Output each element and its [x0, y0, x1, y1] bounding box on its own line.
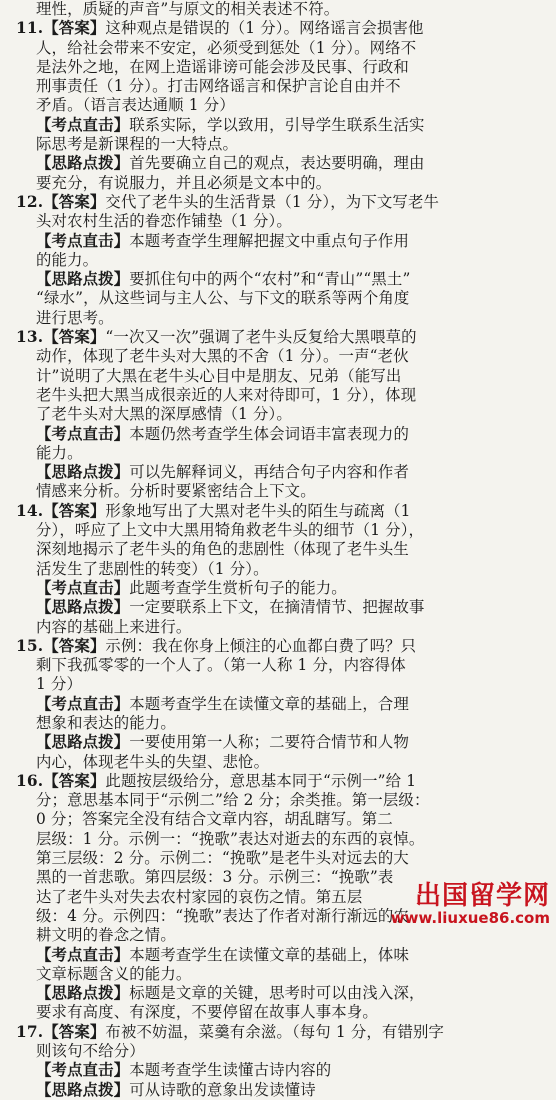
line-text: 级：4 分。示例四：“挽歌”表达了作者对渐行渐远的农: [36, 906, 409, 925]
line-text: 内容的基础上来进行。: [36, 617, 192, 636]
section-tag: 【思路点拨】: [36, 598, 130, 617]
text-line: [16, 58, 548, 77]
text-line: [16, 675, 548, 694]
line-text: 本题考查学生理解把握文中重点句子作用: [129, 231, 409, 250]
question-number: 11.: [16, 19, 44, 38]
line-text: 一定要联系上下文，在摘清情节、把握故事: [129, 598, 425, 617]
text-line: [16, 174, 548, 193]
text-line: [16, 1003, 548, 1022]
section-tag: 【思路点拨】: [36, 984, 130, 1003]
line-text: 人，给社会带来不安定，必须受到惩处（1 分）。网络不: [36, 38, 417, 57]
line-text: 分），呼应了上文中大黑用犄角救老牛头的细节（1 分），: [36, 521, 425, 540]
text-line: [16, 328, 548, 347]
section-tag: 【考点直击】: [36, 694, 130, 713]
line-text: 本题考查学生在读懂文章的基础上，体味: [129, 945, 409, 964]
line-text: 布被不妨温，菜羹有余滋。（每句 1 分，有错别字: [105, 1022, 445, 1041]
text-line: [16, 1081, 548, 1100]
line-text: 本题仍然考查学生体会词语丰富表现力的: [129, 424, 409, 443]
question-number: 14.: [16, 501, 44, 520]
text-line: [16, 444, 548, 463]
line-text: 矛盾。（语言表达通顺 1 分）: [36, 96, 235, 115]
line-text: 这种观点是错误的（1 分）。网络谣言会损害他: [105, 19, 424, 38]
line-text: 能力。: [36, 443, 83, 462]
text-line: [16, 347, 548, 366]
text-line: [16, 637, 548, 656]
section-tag: 【答案】: [43, 1022, 106, 1041]
text-line: [16, 579, 548, 598]
text-line: [16, 1061, 548, 1080]
line-text: 计”说明了大黑在老牛头心目中是朋友、兄弟（能写出: [36, 366, 402, 385]
line-text: 标题是文章的关键，思考时可以由浅入深，: [129, 984, 425, 1003]
line-text: 进行思考。: [36, 308, 114, 327]
line-text: 理性，质疑的声音”与原文的相关表述不符。: [36, 0, 340, 18]
line-text: 际思考是新课程的一大特点。: [36, 135, 239, 154]
line-text: 本题考查学生读懂古诗内容的: [129, 1061, 332, 1080]
line-text: 此题按层级给分，意思基本同于“示例一”给 1: [105, 771, 417, 790]
line-text: 要求有高度、有深度，不要停留在故事人事本身。: [36, 1003, 378, 1022]
line-text: 想象和表达的能力。: [36, 713, 176, 732]
line-text: 示例：我在你身上倾注的心血都白费了吗？只: [105, 636, 417, 655]
text-line: [16, 791, 548, 810]
text-line: [16, 810, 548, 829]
watermark-title: 出国留学网: [414, 881, 550, 911]
text-line: [16, 154, 548, 173]
line-text: 0 分；答案完全没有结合文章内容，胡乱瞎写。第二: [36, 810, 393, 829]
text-line: [16, 521, 548, 540]
text-line: [16, 753, 548, 772]
site-watermark: [391, 882, 550, 926]
line-text: 形象地写出了大黑对老牛头的陌生与疏离（1: [105, 501, 411, 520]
line-text: 首先要确立自己的观点，表达要明确，理由: [129, 154, 425, 173]
text-line: [16, 946, 548, 965]
text-line: [16, 289, 548, 308]
question-number: 17.: [16, 1022, 44, 1041]
section-tag: 【考点直击】: [36, 115, 130, 134]
line-text: 要充分，有说服力，并且必须是文本中的。: [36, 173, 332, 192]
line-text: 黑的一首悲歌。第四层级：3 分。示例三：“挽歌”表: [36, 868, 394, 887]
text-line: [16, 540, 548, 559]
text-line: [16, 425, 548, 444]
text-line: [16, 96, 548, 115]
section-tag: 【答案】: [43, 501, 106, 520]
line-text: 此题考查学生赏析句子的能力。: [129, 578, 347, 597]
section-tag: 【考点直击】: [36, 1061, 130, 1080]
section-tag: 【思路点拨】: [36, 463, 130, 482]
line-text: 层级：1 分。示例一：“挽歌”表达对逝去的东西的哀悼。: [36, 829, 425, 848]
text-line: [16, 39, 548, 58]
line-text: 是法外之地，在网上造谣诽谤可能会涉及民事、行政和: [36, 57, 409, 76]
section-tag: 【答案】: [43, 328, 106, 347]
text-line: [16, 19, 548, 38]
text-line: [16, 830, 548, 849]
text-line: [16, 309, 548, 328]
line-text: 本题考查学生在读懂文章的基础上，合理: [129, 694, 409, 713]
text-line: [16, 849, 548, 868]
line-text: 一要使用第一人称；二要符合情节和人物: [129, 733, 409, 752]
section-tag: 【思路点拨】: [36, 154, 130, 173]
text-line: [16, 1042, 548, 1061]
text-line: [16, 232, 548, 251]
text-line: [16, 560, 548, 579]
section-tag: 【思路点拨】: [36, 270, 130, 289]
text-line: [16, 77, 548, 96]
text-line: [16, 965, 548, 984]
line-text: 要抓住句中的两个“农村”和“青山”“黑土”: [129, 270, 411, 289]
text-line: [16, 0, 548, 19]
text-line: [16, 926, 548, 945]
text-line: [16, 212, 548, 231]
line-text: 文章标题含义的能力。: [36, 964, 192, 983]
line-text: 可以先解释词义，再结合句子内容和作者: [129, 463, 409, 482]
text-line: [16, 984, 548, 1003]
text-line: [16, 695, 548, 714]
text-line: [16, 598, 548, 617]
section-tag: 【考点直击】: [36, 231, 130, 250]
line-text: 则该句不给分）: [36, 1042, 145, 1061]
question-number: 13.: [16, 328, 44, 347]
section-tag: 【考点直击】: [36, 578, 130, 597]
line-text: 的能力。: [36, 250, 99, 269]
text-line: [16, 367, 548, 386]
line-text: 老牛头把大黑当成很亲近的人来对待即可，1 分），体现: [36, 385, 417, 404]
watermark-url: www.liuxue86.com: [390, 909, 550, 927]
text-line: [16, 618, 548, 637]
line-text: “一次又一次”强调了老牛头反复给大黑喂草的: [105, 328, 417, 347]
text-line: [16, 1023, 548, 1042]
section-tag: 【答案】: [43, 771, 106, 790]
line-text: 活发生了悲剧性的转变）（1 分）。: [36, 559, 269, 578]
text-line: [16, 193, 548, 212]
section-tag: 【思路点拨】: [36, 733, 130, 752]
section-tag: 【答案】: [43, 192, 106, 211]
text-line: [16, 270, 548, 289]
line-text: 动作，体现了老牛头对大黑的不舍（1 分）。一声“老伙: [36, 347, 409, 366]
line-text: 可从诗歌的意象出发读懂诗: [129, 1080, 316, 1099]
line-text: 剩下我孤零零的一个人了。（第一人称 1 分，内容得体: [36, 656, 406, 675]
text-line: [16, 656, 548, 675]
section-tag: 【考点直击】: [36, 424, 130, 443]
question-number: 16.: [16, 771, 44, 790]
line-text: 分；意思基本同于“示例二”给 2 分；余类推。第一层级：: [36, 791, 430, 810]
line-text: 1 分）: [36, 675, 83, 694]
text-line: [16, 135, 548, 154]
text-line: [16, 772, 548, 791]
line-text: 联系实际，学以致用，引导学生联系生活实: [129, 115, 425, 134]
line-text: 头对农村生活的眷恋作铺垫（1 分）。: [36, 212, 292, 231]
line-text: 内心，体现老牛头的失望、悲怆。: [36, 752, 270, 771]
section-tag: 【考点直击】: [36, 945, 130, 964]
line-text: 深刻地揭示了老牛头的角色的悲剧性（体现了老牛头生: [36, 540, 409, 559]
text-line: [16, 116, 548, 135]
section-tag: 【答案】: [43, 19, 106, 38]
text-line: [16, 714, 548, 733]
text-line: [16, 482, 548, 501]
line-text: 第三层级：2 分。示例二：“挽歌”是老牛头对远去的大: [36, 849, 409, 868]
line-text: 情感来分析。分析时要紧密结合上下文。: [36, 482, 316, 501]
text-line: [16, 386, 548, 405]
question-number: 12.: [16, 192, 44, 211]
text-line: [16, 463, 548, 482]
line-text: 刑事责任（1 分）。打击网络谣言和保护言论自由并不: [36, 77, 401, 96]
section-tag: 【思路点拨】: [36, 1080, 130, 1099]
line-text: 交代了老牛头的生活背景（1 分），为下文写老牛: [105, 192, 440, 211]
text-line: [16, 502, 548, 521]
text-line: [16, 251, 548, 270]
section-tag: 【答案】: [43, 636, 106, 655]
text-line: [16, 733, 548, 752]
text-line: [16, 405, 548, 424]
line-text: “绿水”，从这些词与主人公、与下文的联系等两个角度: [36, 289, 410, 308]
line-text: 达了老牛头对失去农村家园的哀伤之情。第五层: [36, 887, 363, 906]
line-text: 耕文明的眷念之情。: [36, 926, 176, 945]
line-text: 了老牛头对大黑的深厚感情（1 分）。: [36, 405, 292, 424]
question-number: 15.: [16, 636, 44, 655]
